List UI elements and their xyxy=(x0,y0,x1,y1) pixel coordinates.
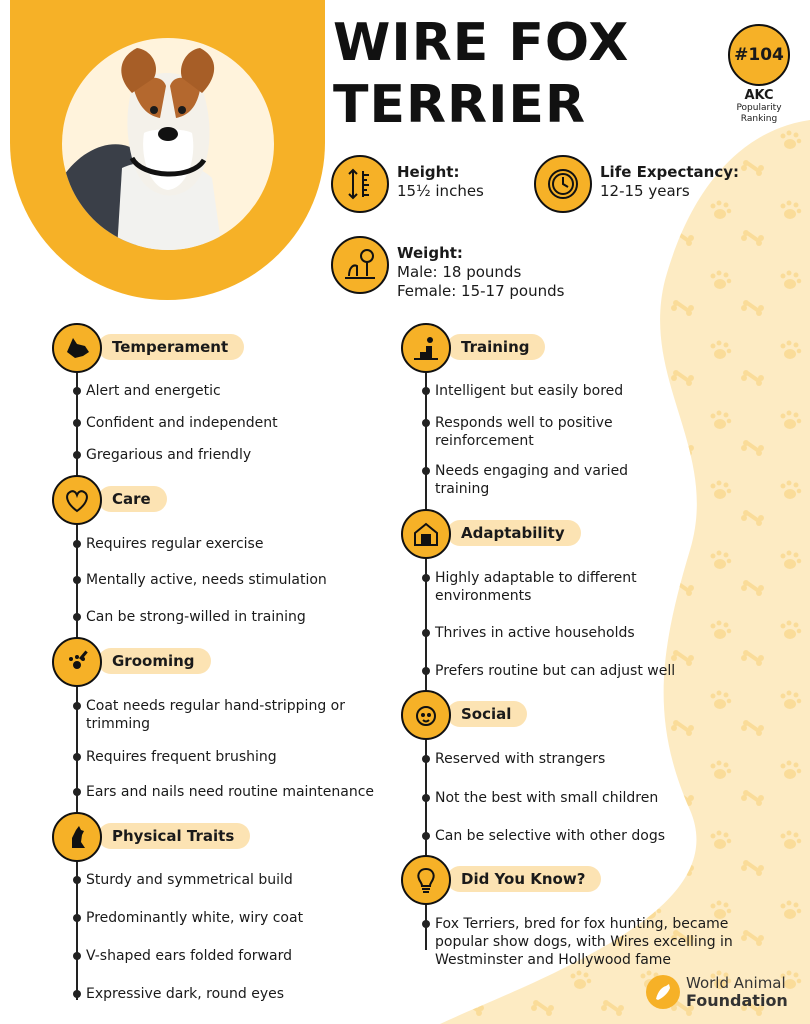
title-line-2: TERRIER xyxy=(333,75,586,135)
list-item: Predominantly white, wiry coat xyxy=(86,910,304,926)
dog-house-icon xyxy=(401,509,451,559)
logo-line-1: World Animal xyxy=(686,974,786,992)
ranking-label xyxy=(712,88,806,125)
stat-weight xyxy=(331,236,564,301)
scale-icon xyxy=(331,236,389,294)
list-item: Can be strong-willed in training xyxy=(86,609,306,625)
stat-height xyxy=(331,155,484,213)
stat-life-expectancy xyxy=(534,155,739,213)
logo-line-2: Foundation xyxy=(686,991,788,1010)
list-item: Responds well to positive reinforcement xyxy=(435,414,665,450)
list-item: Intelligent but easily bored xyxy=(435,383,624,399)
care-header: Care xyxy=(98,486,167,512)
social-header: Social xyxy=(447,701,527,727)
training-header: Training xyxy=(447,334,545,360)
list-item: Highly adaptable to different environments xyxy=(435,569,675,605)
list-item: Expressive dark, round eyes xyxy=(86,986,285,1002)
training-icon xyxy=(401,323,451,373)
list-item: Requires regular exercise xyxy=(86,536,264,552)
life-label: Life Expectancy: xyxy=(600,163,739,181)
temperament-header: Temperament xyxy=(98,334,244,360)
list-item: Confident and independent xyxy=(86,415,278,431)
grooming-icon xyxy=(52,637,102,687)
height-value: 15½ inches xyxy=(397,182,484,200)
list-item: Prefers routine but can adjust well xyxy=(435,663,676,679)
physical-traits-header: Physical Traits xyxy=(98,823,250,849)
lightbulb-icon xyxy=(401,855,451,905)
weight-female: Female: 15-17 pounds xyxy=(397,282,565,300)
ranking-text-2: Ranking xyxy=(740,114,778,124)
ranking-badge: #104 xyxy=(728,24,790,86)
world-animal-foundation-logo xyxy=(646,974,788,1010)
list-item: Coat needs regular hand-stripping or trimming xyxy=(86,697,376,733)
ranking-text-1: Popularity xyxy=(736,103,782,113)
title-line-1: WIRE FOX xyxy=(333,13,630,73)
ranking-org: AKC xyxy=(744,88,774,103)
ruler-icon xyxy=(331,155,389,213)
grooming-header: Grooming xyxy=(98,648,211,674)
list-item: V-shaped ears folded forward xyxy=(86,948,292,964)
social-dog-icon xyxy=(401,690,451,740)
life-value: 12-15 years xyxy=(600,182,690,200)
weight-male: Male: 18 pounds xyxy=(397,263,522,281)
heart-paw-icon xyxy=(52,475,102,525)
fun-fact-text: Fox Terriers, bred for fox hunting, became popular show dogs, with Wires excelling in Westminster and Hollywood fame xyxy=(435,915,765,969)
list-item: Mentally active, needs stimulation xyxy=(86,572,327,588)
list-item: Gregarious and friendly xyxy=(86,447,252,463)
list-item: Requires frequent brushing xyxy=(86,749,277,765)
did-you-know-header: Did You Know? xyxy=(447,866,601,892)
list-item: Ears and nails need routine maintenance xyxy=(86,784,375,800)
dog-portrait xyxy=(62,38,274,250)
logo-icon xyxy=(646,975,680,1009)
adaptability-header: Adaptability xyxy=(447,520,581,546)
list-item: Alert and energetic xyxy=(86,383,221,399)
page-title xyxy=(333,12,629,136)
dog-head-icon xyxy=(52,323,102,373)
list-item: Thrives in active households xyxy=(435,625,635,641)
list-item: Reserved with strangers xyxy=(435,751,606,767)
clock-icon xyxy=(534,155,592,213)
weight-label: Weight: xyxy=(397,244,463,262)
list-item: Not the best with small children xyxy=(435,790,659,806)
height-label: Height: xyxy=(397,163,460,181)
list-item: Needs engaging and varied training xyxy=(435,462,665,498)
list-item: Sturdy and symmetrical build xyxy=(86,872,293,888)
list-item: Can be selective with other dogs xyxy=(435,828,665,844)
sitting-dog-icon xyxy=(52,812,102,862)
